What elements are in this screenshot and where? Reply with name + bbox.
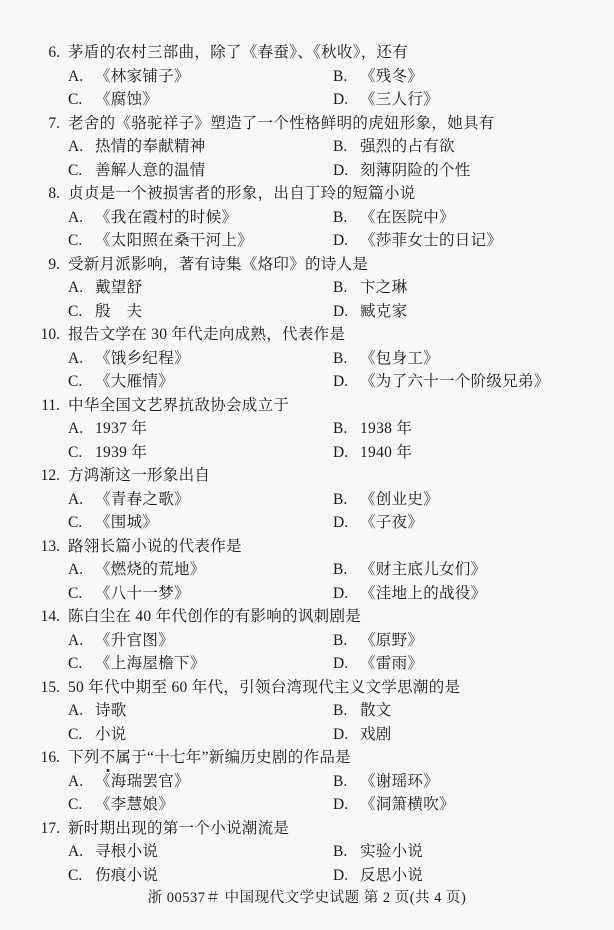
option-text: 诗歌 (95, 702, 127, 719)
footer-text: 浙 00537＃ 中国现代文学史试题 第 2 页(共 4 页) (147, 890, 467, 906)
option-c (68, 229, 253, 253)
option-c (68, 652, 206, 676)
option-text: 伤痕小说 (95, 866, 159, 884)
option-a (68, 276, 142, 300)
option-b (333, 206, 455, 230)
option-a (68, 488, 190, 512)
question-number: 13. (40, 537, 60, 555)
option-text: 寻根小说 (95, 843, 159, 860)
question-stem: 中华全国文艺界抗敌协会成立于 (68, 396, 290, 414)
option-text: 《海瑞罢官》 (95, 772, 190, 790)
option-text: 1939 年 (95, 443, 148, 461)
option-text: 《为了六十一个阶级兄弟》 (360, 373, 550, 390)
option-d (333, 159, 471, 183)
question-number: 11. (41, 396, 60, 414)
option-label: D. (333, 725, 349, 743)
option-text: 反思小说 (360, 866, 424, 884)
option-label: B. (333, 490, 348, 508)
option-label: D. (333, 796, 349, 813)
option-label: C. (68, 443, 83, 461)
option-c (68, 511, 158, 535)
emphasized-char: 不 (100, 746, 116, 770)
question-10 (0, 323, 614, 394)
option-text: 《三人行》 (360, 91, 440, 108)
option-b (333, 770, 439, 794)
option-d (333, 511, 423, 535)
question-stem: 新时期出现的第一个小说潮流是 (68, 819, 290, 837)
option-label: D. (333, 866, 349, 884)
option-c (68, 300, 142, 324)
option-label: D. (333, 443, 349, 461)
question-number: 15. (40, 678, 60, 696)
option-label: B. (333, 138, 348, 155)
option-label: A. (68, 279, 84, 296)
question-stem (68, 746, 351, 770)
question-number: 6. (48, 44, 60, 61)
option-text: 《残冬》 (360, 67, 424, 85)
option-text: 散文 (360, 702, 392, 719)
option-text: 小说 (95, 725, 127, 743)
option-a (68, 558, 206, 582)
option-text: 《太阳照在桑干河上》 (95, 232, 254, 249)
option-a (68, 699, 127, 723)
question-list (0, 41, 614, 887)
option-label: A. (68, 138, 84, 155)
option-label: A. (68, 843, 84, 860)
question-13 (0, 535, 614, 606)
option-text: 《洼地上的战役》 (360, 584, 487, 602)
option-b (333, 840, 423, 864)
option-c (68, 441, 147, 465)
question-17 (0, 817, 614, 888)
option-label: C. (68, 584, 83, 602)
question-stem: 路翎长篇小说的代表作是 (68, 537, 242, 555)
option-a (68, 840, 158, 864)
option-label: C. (68, 161, 83, 179)
option-label: C. (68, 232, 83, 249)
option-label: C. (68, 655, 83, 672)
option-label: A. (68, 631, 84, 649)
option-text: 《上海屋檐下》 (95, 655, 206, 672)
question-number: 7. (48, 114, 60, 132)
option-text: 《青春之歌》 (95, 490, 190, 508)
option-text: 善解人意的温情 (95, 161, 206, 179)
option-text: 《莎菲女士的日记》 (360, 232, 503, 249)
option-b (333, 488, 439, 512)
option-text: 《雷雨》 (360, 655, 424, 672)
question-number: 8. (48, 185, 60, 202)
option-a (68, 629, 174, 653)
option-label: D. (333, 584, 349, 602)
option-text: 《饿乡纪程》 (95, 349, 190, 367)
option-c (68, 793, 174, 817)
option-c (68, 582, 190, 606)
option-d (333, 864, 423, 888)
option-text: 《腐蚀》 (95, 91, 159, 108)
option-d (333, 652, 423, 676)
option-label: C. (68, 796, 83, 813)
question-stem: 受新月派影响，著有诗集《烙印》的诗人是 (68, 255, 369, 273)
option-b (333, 135, 455, 159)
question-8 (0, 182, 614, 253)
option-b (333, 558, 486, 582)
option-a (68, 206, 237, 230)
option-text: 《李慧娘》 (95, 796, 175, 813)
option-d (333, 441, 412, 465)
option-label: B. (333, 631, 348, 649)
option-b (333, 347, 439, 371)
option-text: 《原野》 (360, 631, 424, 649)
question-stem: 报告文学在 30 年代走向成熟，代表作是 (68, 326, 346, 343)
question-6 (0, 41, 614, 112)
option-label: A. (68, 208, 84, 226)
question-stem: 50 年代中期至 60 年代，引领台湾现代主义文学思潮的是 (68, 678, 461, 696)
option-label: A. (68, 420, 84, 437)
option-label: C. (68, 514, 83, 531)
option-label: B. (333, 772, 348, 790)
page-footer (0, 886, 614, 907)
option-c (68, 370, 174, 394)
option-text: 实验小说 (360, 843, 424, 860)
option-label: B. (333, 843, 348, 860)
option-label: A. (68, 67, 84, 85)
question-stem: 茅盾的农村三部曲，除了《春蚕》、《秋收》，还有 (68, 44, 409, 61)
option-c (68, 723, 127, 747)
option-text: 《燃烧的荒地》 (95, 561, 206, 578)
option-text: 1938 年 (360, 420, 413, 437)
option-c (68, 864, 158, 888)
question-stem: 老舍的《骆驼祥子》塑造了一个性格鲜明的虎妞形象，她具有 (68, 114, 495, 132)
question-12 (0, 464, 614, 535)
option-b (333, 699, 392, 723)
option-d (333, 370, 550, 394)
option-text: 戏剧 (360, 725, 392, 743)
option-text: 《谢瑶环》 (360, 772, 440, 790)
option-text: 《八十一梦》 (95, 584, 190, 602)
question-9 (0, 253, 614, 324)
option-text: 《围城》 (95, 514, 159, 531)
option-label: A. (68, 490, 84, 508)
question-number: 12. (40, 467, 60, 484)
option-text: 殷 夫 (95, 302, 143, 320)
option-text: 《子夜》 (360, 514, 424, 531)
option-text: 强烈的占有欲 (360, 138, 455, 155)
option-a (68, 417, 147, 441)
option-label: C. (68, 91, 83, 108)
option-label: C. (68, 373, 83, 390)
option-label: A. (68, 561, 84, 578)
option-d (333, 723, 392, 747)
option-b (333, 417, 412, 441)
option-text: 戴望舒 (95, 279, 143, 296)
question-7 (0, 112, 614, 183)
option-b (333, 276, 407, 300)
option-text: 《在医院中》 (360, 208, 455, 226)
option-text: 臧克家 (360, 302, 408, 320)
option-label: A. (68, 772, 84, 790)
stem-text: 属于“十七年”新编历史剧的作品是 (115, 749, 351, 766)
option-a (68, 770, 190, 794)
option-c (68, 88, 158, 112)
stem-text: 下列 (68, 749, 100, 766)
option-text: 《财主底儿女们》 (360, 561, 487, 578)
question-stem: 贞贞是一个被损害者的形象，出自丁玲的短篇小说 (68, 185, 416, 202)
option-label: C. (68, 866, 83, 884)
option-d (333, 300, 407, 324)
question-14 (0, 605, 614, 676)
option-text: 《我在霞村的时候》 (95, 208, 238, 226)
option-a (68, 65, 190, 89)
option-label: D. (333, 302, 349, 320)
option-text: 热情的奉献精神 (95, 138, 206, 155)
question-number: 16. (40, 749, 60, 766)
option-label: B. (333, 420, 348, 437)
question-number: 9. (48, 255, 60, 273)
option-label: D. (333, 161, 349, 179)
option-label: B. (333, 349, 348, 367)
option-d (333, 793, 455, 817)
option-label: D. (333, 514, 349, 531)
option-text: 《林家铺子》 (95, 67, 190, 85)
question-11 (0, 394, 614, 465)
option-label: D. (333, 655, 349, 672)
option-text: 《大雁情》 (95, 373, 175, 390)
option-text: 1940 年 (360, 443, 413, 461)
option-text: 《洞箫横吹》 (360, 796, 455, 813)
question-number: 14. (40, 608, 60, 625)
option-d (333, 229, 502, 253)
option-label: D. (333, 373, 349, 390)
option-label: B. (333, 67, 348, 85)
option-a (68, 135, 206, 159)
option-label: B. (333, 702, 348, 719)
option-label: B. (333, 279, 348, 296)
question-stem: 陈白尘在 40 年代创作的有影响的讽刺剧是 (68, 608, 362, 625)
option-text: 卞之琳 (360, 279, 408, 296)
option-text: 1937 年 (95, 420, 148, 437)
option-d (333, 88, 439, 112)
option-label: A. (68, 702, 84, 719)
option-b (333, 629, 423, 653)
question-15 (0, 676, 614, 747)
option-text: 刻薄阴险的个性 (360, 161, 471, 179)
question-16 (0, 746, 614, 817)
question-stem: 方鸿渐这一形象出自 (68, 467, 211, 484)
option-a (68, 347, 190, 371)
question-number: 10. (40, 326, 60, 343)
option-text: 《创业史》 (360, 490, 440, 508)
option-label: B. (333, 208, 348, 226)
option-text: 《包身工》 (360, 349, 440, 367)
option-d (333, 582, 486, 606)
option-label: C. (68, 302, 83, 320)
option-label: C. (68, 725, 83, 743)
option-text: 《升官图》 (95, 631, 175, 649)
option-c (68, 159, 206, 183)
option-label: B. (333, 561, 348, 578)
option-b (333, 65, 423, 89)
option-label: D. (333, 91, 349, 108)
option-label: A. (68, 349, 84, 367)
option-label: D. (333, 232, 349, 249)
question-number: 17. (40, 819, 60, 837)
